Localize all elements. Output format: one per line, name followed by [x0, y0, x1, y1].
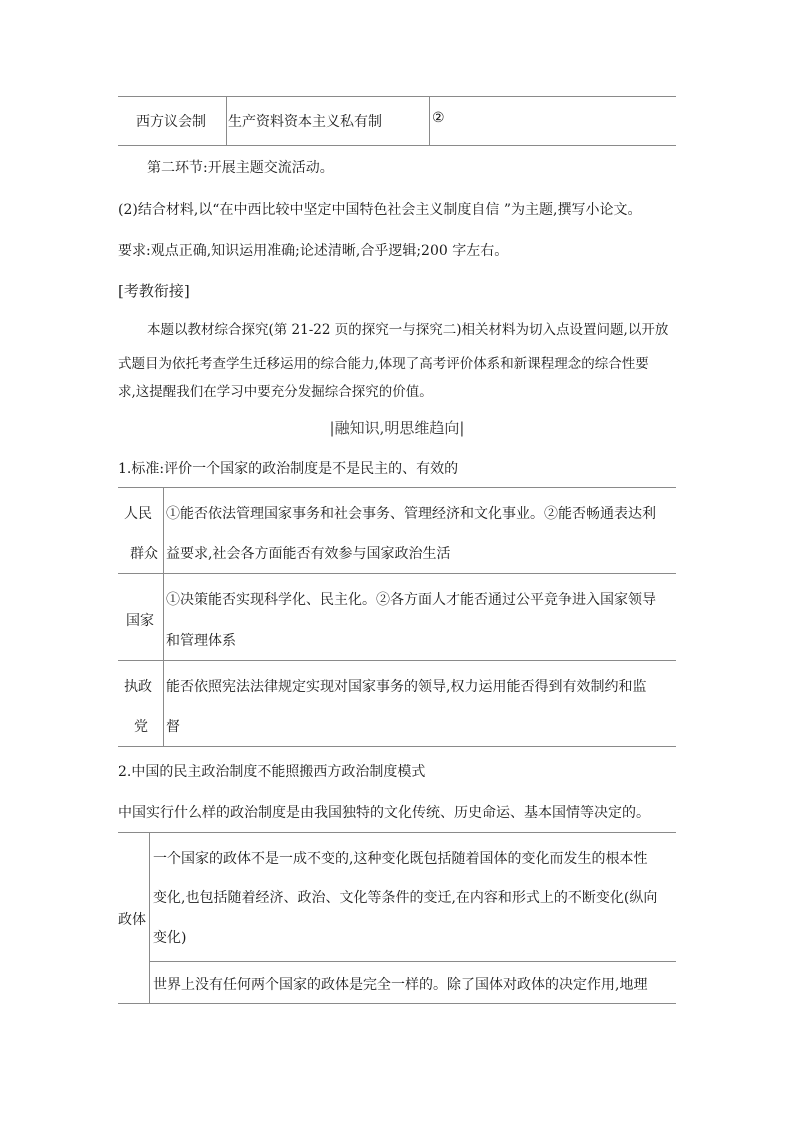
- row-label: 执政: [124, 679, 152, 695]
- requirement-text: 要求:观点正确,知识运用准确;论述清晰,合乎逻辑;200 字左右。: [118, 243, 509, 259]
- section-title: |融知识,明思维趋向|: [329, 419, 465, 437]
- table-divider: [226, 96, 227, 145]
- table-divider: [163, 487, 164, 746]
- row-content: ①决策能否实现科学化、民主化。②各方面人才能否通过公平竞争进入国家领导: [166, 592, 656, 608]
- table-border: [149, 961, 676, 962]
- table-border: [118, 660, 676, 661]
- table-cell: ②: [432, 110, 445, 126]
- row-content: 变化): [153, 930, 187, 946]
- row-content: ①能否依法管理国家事务和社会事务、管理经济和文化事业。②能否畅通表达利: [166, 506, 656, 522]
- table-cell: 生产资料资本主义私有制: [228, 114, 382, 130]
- question-text: (2)结合材料,以“在中西比较中坚定中国特色社会主义制度自信 ”为主题,撰写小论文。: [118, 202, 642, 218]
- step-text: 第二环节:开展主题交流活动。: [147, 160, 334, 176]
- table-border: [118, 1003, 676, 1004]
- row-content: 督: [166, 719, 180, 735]
- row-label: 国家: [126, 613, 154, 629]
- table-cell: 西方议会制: [136, 114, 206, 130]
- paragraph-line: 求,这提醒我们在学习中要充分发掘综合探究的价值。: [118, 384, 433, 400]
- point-title: 2.中国的民主政治制度不能照搬西方政治制度模式: [118, 764, 426, 780]
- row-label: 群众: [130, 546, 158, 562]
- table-divider: [149, 832, 150, 1003]
- row-content: 益要求,社会各方面能否有效参与国家政治生活: [166, 546, 451, 562]
- row-content: 能否依照宪法法律规定实现对国家事务的领导,权力运用能否得到有效制约和监: [166, 679, 647, 695]
- row-content: 和管理体系: [166, 633, 236, 649]
- row-content: 一个国家的政体不是一成不变的,这种变化既包括随着国体的变化而发生的根本性: [153, 851, 648, 867]
- table-border: [118, 832, 676, 833]
- section-heading: [考教衔接]: [118, 282, 190, 300]
- table-border-bottom: [118, 145, 676, 146]
- paragraph-line: 本题以教材综合探究(第 21-22 页的探究一与探究二)相关材料为切入点设置问题,以开放: [147, 322, 669, 338]
- row-content: 变化,也包括随着经济、政治、文化等条件的变迁,在内容和形式上的不断变化(纵向: [153, 890, 658, 906]
- row-label: 人民: [124, 506, 152, 522]
- table-border-top: [118, 96, 676, 97]
- row-label: 政体: [118, 912, 146, 928]
- table-border: [118, 746, 676, 747]
- paragraph-line: 式题目为依托考查学生迁移运用的综合能力,体现了高考评价体系和新课程理念的综合性要: [118, 356, 649, 372]
- row-label: 党: [134, 719, 148, 735]
- table-divider: [429, 96, 430, 145]
- point-title: 1.标准:评价一个国家的政治制度是不是民主的、有效的: [118, 461, 459, 477]
- table-border: [118, 573, 676, 574]
- row-content: 世界上没有任何两个国家的政体是完全一样的。除了国体对政体的决定作用,地理: [153, 977, 648, 993]
- point-text: 中国实行什么样的政治制度是由我国独特的文化传统、历史命运、基本国情等决定的。: [118, 805, 650, 821]
- table-border: [118, 487, 676, 488]
